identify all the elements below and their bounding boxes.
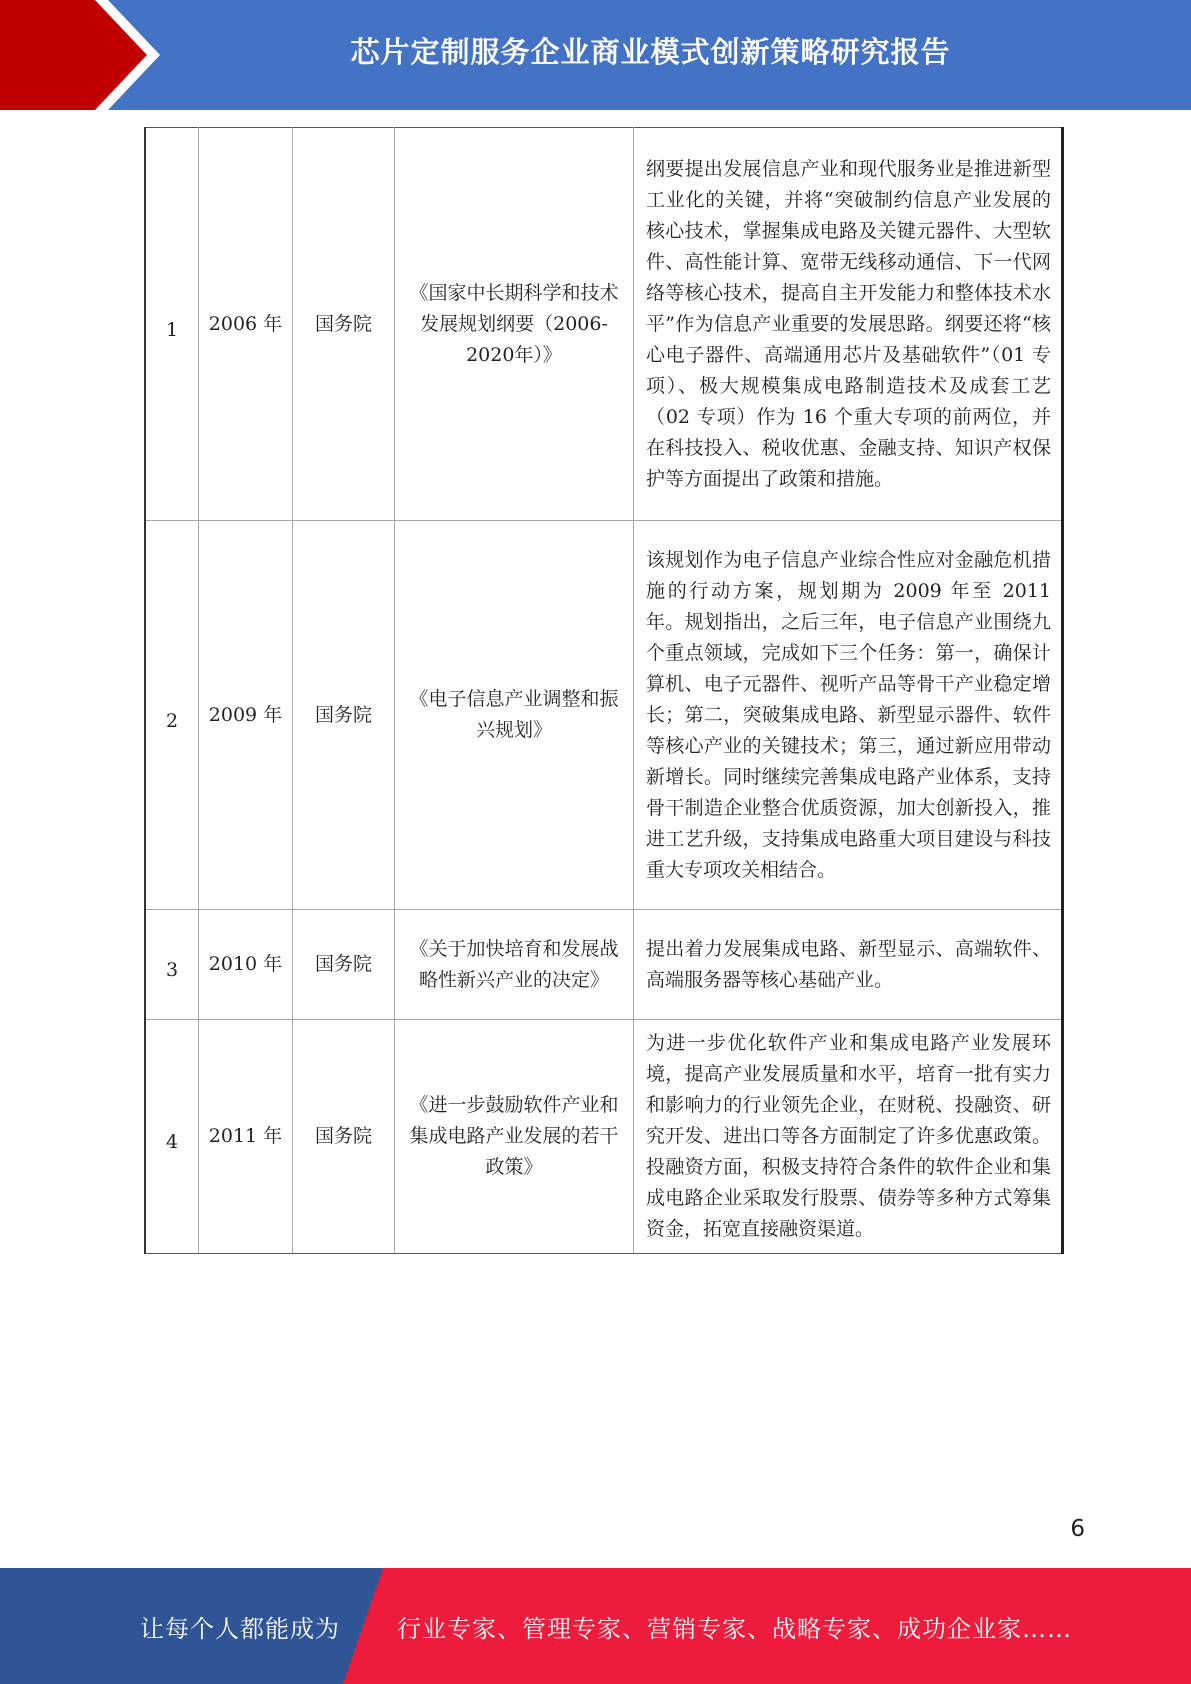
row-number: 3	[145, 910, 199, 1020]
policy-table	[144, 127, 1064, 1254]
chevron-red-shape	[0, 0, 147, 110]
table-row	[145, 910, 1063, 1020]
page-number: 6	[1070, 1516, 1085, 1542]
row-document: 《电子信息产业调整和振兴规划》	[395, 521, 634, 910]
row-issuer: 国务院	[293, 910, 395, 1020]
table-row	[145, 1020, 1063, 1254]
row-year: 2009 年	[199, 521, 293, 910]
row-number: 4	[145, 1020, 199, 1254]
page-footer	[0, 1568, 1191, 1684]
row-description: 该规划作为电子信息产业综合性应对金融危机措施的行动方案，规划期为 2009 年至 2011 年。规划指出，之后三年，电子信息产业围绕九个重点领域，完成如下三个任务：第一，确保计算机、电子元器件、视听产品等骨干产业稳定增长；第二，突破集成电路、新型显示器件、软件等核心产业的关键技术；第三，通过新应用带动新增长。同时继续完善集成电路产业体系，支持骨干制造企业整合优质资源，加大创新投入，推进工艺升级，支持集成电路重大项目建设与科技重大专项攻关相结合。	[634, 521, 1063, 910]
row-year: 2010 年	[199, 910, 293, 1020]
row-year: 2011 年	[199, 1020, 293, 1254]
table-row	[145, 521, 1063, 910]
row-document: 《关于加快培育和发展战略性新兴产业的决定》	[395, 910, 634, 1020]
row-issuer: 国务院	[293, 128, 395, 521]
footer-slogan-left: 让每个人都能成为	[140, 1614, 340, 1643]
table-row	[145, 128, 1063, 521]
row-number: 1	[145, 128, 199, 521]
row-document: 《进一步鼓励软件产业和集成电路产业发展的若干政策》	[395, 1020, 634, 1254]
row-year: 2006 年	[199, 128, 293, 521]
row-document: 《国家中长期科学和技术发展规划纲要（2006-2020年）》	[395, 128, 634, 521]
row-number: 2	[145, 521, 199, 910]
row-description: 纲要提出发展信息产业和现代服务业是推进新型工业化的关键，并将“突破制约信息产业发展的核心技术，掌握集成电路及关键元器件、大型软件、高性能计算、宽带无线移动通信、下一代网络等核心技术，提高自主开发能力和整体技术水平”作为信息产业重要的发展思路。纲要还将“核心电子器件、高端通用芯片及基础软件”（01 专项）、极大规模集成电路制造技术及成套工艺（02 专项）作为 16 个重大专项的前两位，并在科技投入、税收优惠、金融支持、知识产权保护等方面提出了政策和措施。	[634, 128, 1063, 521]
chevron-decoration	[0, 0, 160, 110]
footer-slogan-right: 行业专家、管理专家、营销专家、战略专家、成功企业家……	[397, 1614, 1072, 1643]
row-description: 为进一步优化软件产业和集成电路产业发展环境，提高产业发展质量和水平，培育一批有实力和影响力的行业领先企业，在财税、投融资、研究开发、进出口等各方面制定了许多优惠政策。投融资方面，积极支持符合条件的软件企业和集成电路企业采取发行股票、债券等多种方式筹集资金，拓宽直接融资渠道。	[634, 1020, 1063, 1254]
page-header	[0, 0, 1191, 110]
report-title: 芯片定制服务企业商业模式创新策略研究报告	[350, 34, 951, 69]
row-description: 提出着力发展集成电路、新型显示、高端软件、高端服务器等核心基础产业。	[634, 910, 1063, 1020]
row-issuer: 国务院	[293, 1020, 395, 1254]
row-issuer: 国务院	[293, 521, 395, 910]
